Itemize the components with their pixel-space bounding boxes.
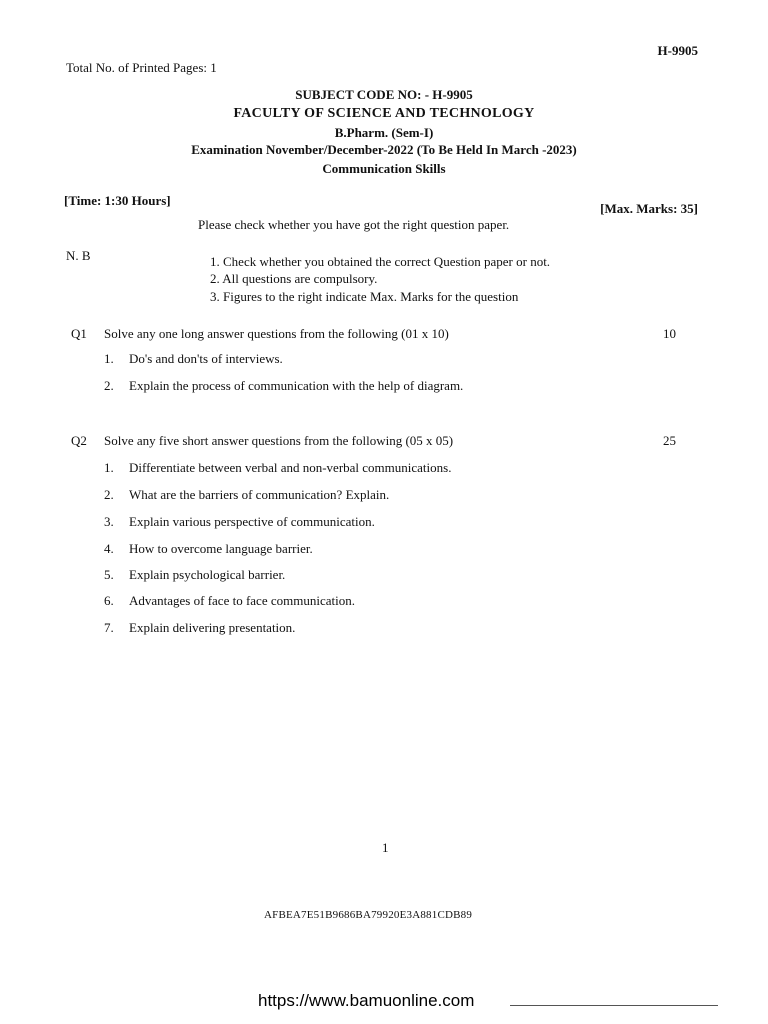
question-text: Solve any five short answer questions from the following (05 x 05) — [104, 433, 454, 448]
sub-question-number: 1. — [104, 351, 114, 366]
sub-question-text: Differentiate between verbal and non-verbal communications. — [129, 460, 452, 475]
sub-question-text: Advantages of face to face communication. — [129, 593, 355, 608]
sub-question-number: 2. — [104, 378, 114, 393]
faculty: FACULTY OF SCIENCE AND TECHNOLOGY — [233, 106, 535, 121]
exam-title: Examination November/December-2022 (To Be Held In March -2023) — [191, 142, 577, 157]
exam-time: [Time: 1:30 Hours] — [64, 193, 171, 208]
sub-question-number: 2. — [104, 487, 114, 502]
footer-url[interactable]: https://www.bamuonline.com — [258, 991, 475, 1010]
question-number: Q2 — [71, 433, 87, 448]
page-number: 1 — [382, 840, 389, 855]
document-hash: AFBEA7E51B9686BA79920E3A881CDB89 — [264, 909, 473, 921]
sub-question-text: Explain various perspective of communication. — [129, 514, 375, 529]
sub-question-number: 3. — [104, 514, 114, 529]
question-marks: 25 — [663, 433, 676, 448]
max-marks: [Max. Marks: 35] — [600, 201, 698, 216]
sub-question-text: Explain the process of communication with the help of diagram. — [129, 378, 464, 393]
nb-item: 3. Figures to the right indicate Max. Marks for the question — [210, 289, 519, 304]
sub-question-text: What are the barriers of communication? Explain. — [129, 487, 390, 502]
footer-underline — [510, 1005, 718, 1006]
sub-question-text: Explain psychological barrier. — [129, 567, 286, 582]
sub-question-number: 5. — [104, 567, 114, 582]
sub-question-text: Do's and don'ts of interviews. — [129, 351, 283, 366]
sub-question-text: Explain delivering presentation. — [129, 620, 296, 635]
check-note: Please check whether you have got the right question paper. — [198, 217, 510, 232]
sub-question-number: 1. — [104, 460, 114, 475]
printed-pages: Total No. of Printed Pages: 1 — [66, 60, 217, 75]
nb-item: 1. Check whether you obtained the correct Question paper or not. — [210, 254, 551, 269]
paper-code: H-9905 — [657, 43, 698, 58]
sub-question-text: How to overcome language barrier. — [129, 541, 313, 556]
subject-name: Communication Skills — [322, 161, 446, 176]
sub-question-number: 4. — [104, 541, 114, 556]
question-text: Solve any one long answer questions from the following (01 x 10) — [104, 326, 449, 341]
sub-question-number: 7. — [104, 620, 114, 635]
question-marks: 10 — [663, 326, 676, 341]
sub-question-number: 6. — [104, 593, 114, 608]
question-number: Q1 — [71, 326, 87, 341]
course: B.Pharm. (Sem-I) — [334, 125, 434, 140]
nb-label: N. B — [66, 248, 91, 263]
subject-code: SUBJECT CODE NO: - H-9905 — [295, 87, 473, 102]
nb-item: 2. All questions are compulsory. — [210, 271, 378, 286]
